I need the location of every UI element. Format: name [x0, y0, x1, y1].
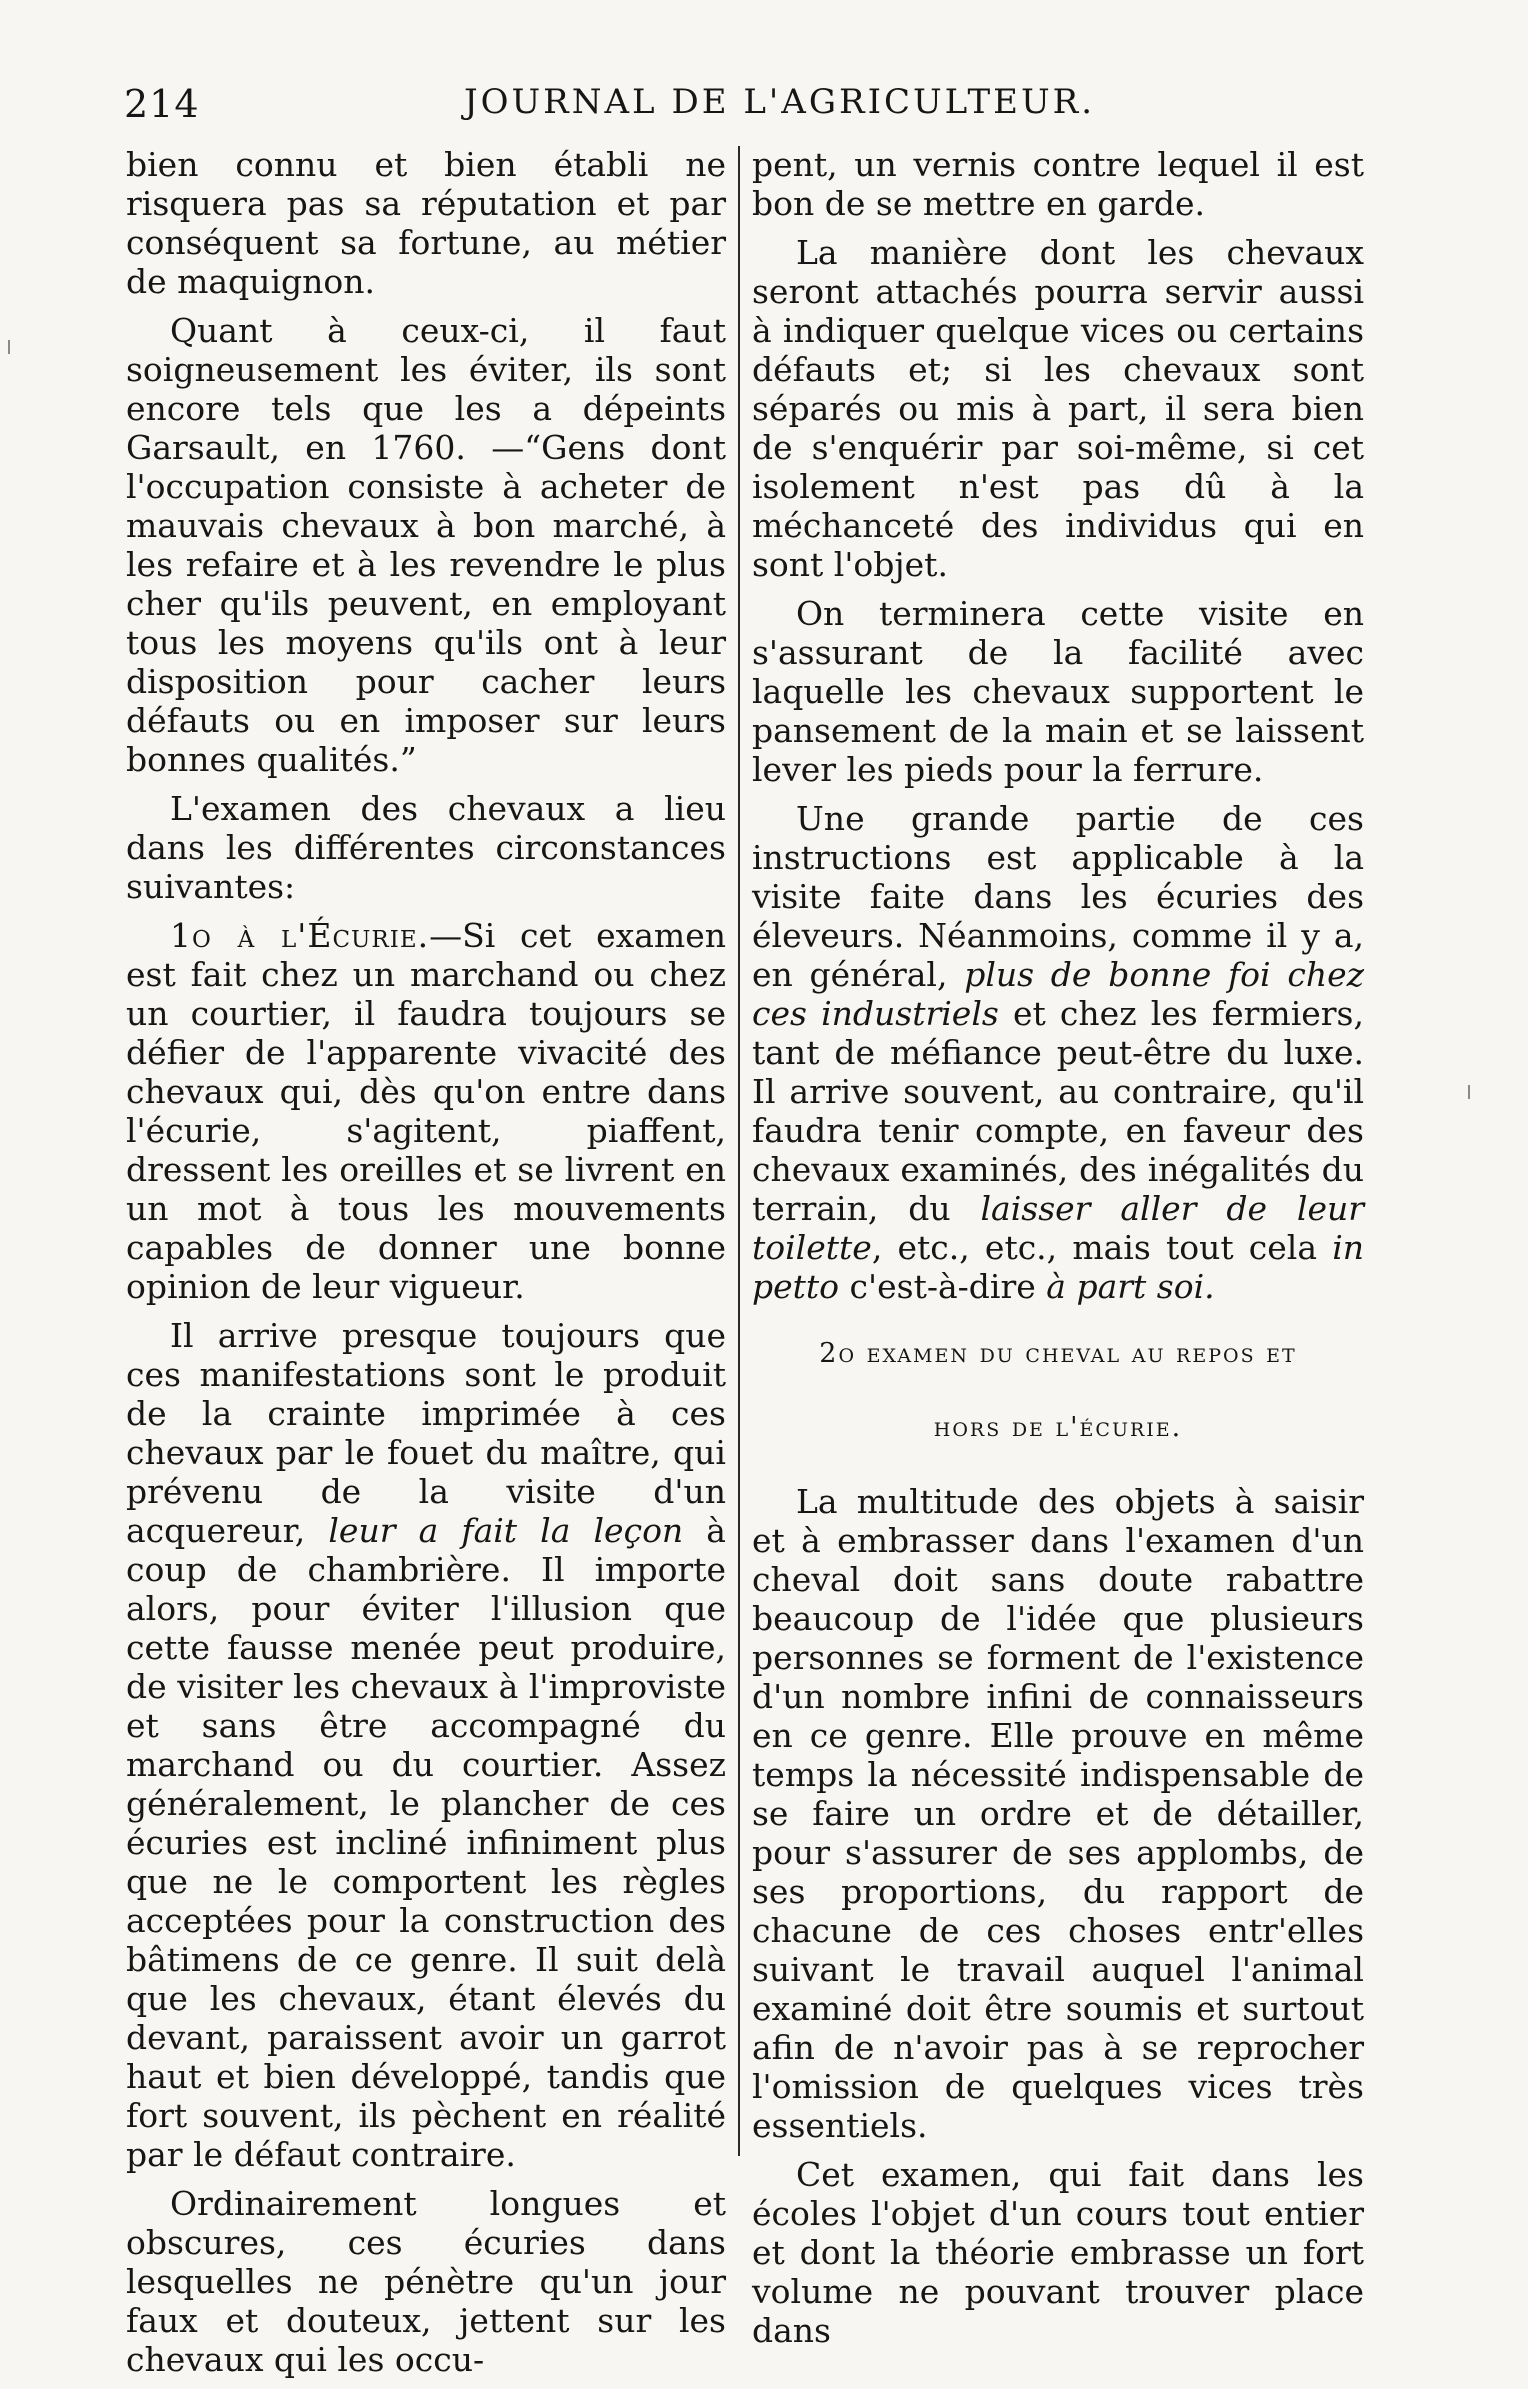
paragraph-text: c'est-à-dire — [849, 1267, 1036, 1306]
running-title: JOURNAL DE L'AGRICULTEUR. — [464, 82, 1096, 122]
paragraph-text: à coup de chambrière. Il importe alors, pour éviter l'illusion que cette fausse menée peut produire, de visiter les chevaux à l'improviste et sans être accompagné du marchand ou du courtier. Assez généralement, le plancher de ces écuries est incliné infiniment plus que ne le comportent les règles acceptées pour la construction des bâtimens de ce genre. Il suit delà que les chevaux, étant élevés du devant, paraissent avoir un garrot haut et bien développé, tandis que fort souvent, ils pèchent en réalité par le défaut contraire. — [126, 1511, 726, 2174]
italic-phrase: in petto — [752, 1228, 1364, 1306]
paragraph-text: Il arrive presque toujours que ces manifestations sont le produit de la crainte imprimée à ces chevaux par le fouet du maître, qui prévenu de la visite d'un acquereur, — [126, 1316, 726, 1550]
italic-phrase: laisser aller de leur toilette — [752, 1189, 1364, 1267]
margin-speck — [1468, 1085, 1470, 1099]
paragraph-text: , etc., etc., mais tout cela — [871, 1228, 1318, 1267]
paragraph: Quant à ceux-ci, il faut soigneusement les éviter, ils sont encore tels que les a dépeints Garsault, en 1760. —“Gens dont l'occupation consiste à acheter de mauvais chevaux à bon marché, à les refaire et à les revendre le plus cher qu'ils peuvent, en employant tous les moyens qu'ils ont à leur disposition pour cacher leurs défauts ou en imposer sur leurs bonnes qualités.” — [126, 311, 726, 779]
italic-phrase: plus de bonne foi chez ces industriels — [752, 955, 1364, 1033]
paragraph: bien connu et bien établi ne risquera pas sa réputation et par conséquent sa fortune, au métier de maquignon. — [126, 145, 726, 301]
section-heading-line: 2o examen du cheval au repos et — [819, 1338, 1297, 1369]
paragraph: La manière dont les chevaux seront attachés pourra servir aussi à indiquer quelque vices ou certains défauts et; si les chevaux sont séparés ou mis à part, il sera bien de s'enquérir par soi-même, si cet isolement n'est pas dû à la méchanceté des individus qui en sont l'objet. — [752, 233, 1364, 584]
italic-phrase: à part soi. — [1046, 1267, 1215, 1306]
paragraph — [126, 1316, 726, 2174]
paragraph: On terminera cette visite en s'assurant de la facilité avec laquelle les chevaux supportent le pansement de la main et se laissent lever les pieds pour la ferrure. — [752, 594, 1364, 789]
column-divider — [738, 146, 740, 2156]
paragraph-text: et chez les fermiers, tant de méfiance peut-être du luxe. Il arrive souvent, au contraire, qu'il faudra tenir compte, en faveur des chevaux examinés, des inégalités du terrain, du — [752, 994, 1364, 1228]
section-lead: 1o à l'Écurie. — [170, 916, 430, 955]
paragraph-ecurie — [126, 916, 726, 1306]
paragraph: pent, un vernis contre lequel il est bon de se mettre en garde. — [752, 145, 1364, 223]
page-number: 214 — [124, 82, 200, 126]
section-heading-line: hors de l'écurie. — [933, 1412, 1183, 1443]
section-heading — [752, 1334, 1364, 1448]
page-header — [124, 82, 1364, 134]
paragraph — [752, 799, 1364, 1306]
paragraph-text: —Si cet examen est fait chez un marchand ou chez un courtier, il faudra toujours se défier de l'apparente vivacité des chevaux qui, dès qu'on entre dans l'écurie, s'agitent, piaffent, dressent les oreilles et se livrent en un mot à tous les mouvements capables de donner une bonne opinion de leur vigueur. — [126, 916, 726, 1306]
paragraph: Ordinairement longues et obscures, ces écuries dans lesquelles ne pénètre qu'un jour faux et douteux, jettent sur les chevaux qui les occu- — [126, 2184, 726, 2379]
left-column — [126, 145, 726, 2389]
paragraph-text: Une grande partie de ces instructions est applicable à la visite faite dans les écuries des éleveurs. Néanmoins, comme il y a, en général, — [752, 799, 1364, 994]
paragraph: La multitude des objets à saisir et à embrasser dans l'examen d'un cheval doit sans doute rabattre beaucoup de l'idée que plusieurs personnes se forment de l'existence d'un nombre infini de connaisseurs en ce genre. Elle prouve en même temps la nécessité indispensable de se faire un ordre et de détailler, pour s'assurer de ses applombs, de ses proportions, du rapport de chacune de ces choses entr'elles suivant le travail auquel l'animal examiné doit être soumis et surtout afin de n'avoir pas à se reprocher l'omission de quelques vices très essentiels. — [752, 1482, 1364, 2145]
paragraph: Cet examen, qui fait dans les écoles l'objet d'un cours tout entier et dont la théorie embrasse un fort volume ne pouvant trouver place dans — [752, 2155, 1364, 2350]
margin-speck — [8, 340, 10, 354]
italic-phrase: leur a fait la leçon — [328, 1511, 684, 1550]
right-column — [752, 145, 1364, 2360]
paragraph: L'examen des chevaux a lieu dans les différentes circonstances suivantes: — [126, 789, 726, 906]
